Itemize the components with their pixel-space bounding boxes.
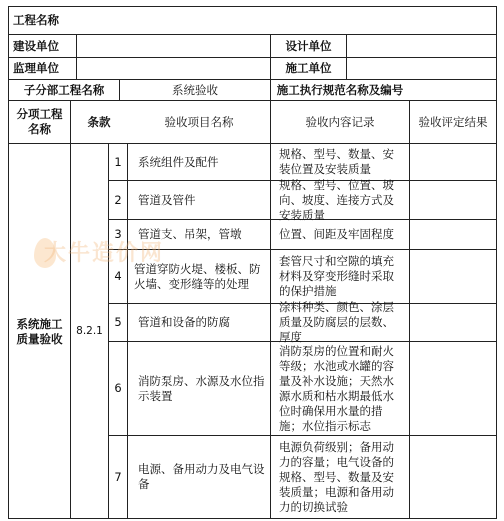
col-result: 验收评定结果 [418,114,488,129]
row-2-content: 规格、型号、位置、坡向、坡度、连接方式及安装质量 [279,177,394,222]
row-6-number: 6 [114,381,122,395]
design-unit-label: 设计单位 [285,38,332,53]
subdivision-label: 子分部工程名称 [23,82,105,97]
contractor-unit-label: 施工单位 [285,61,332,75]
group-clause: 8.2.1 [76,325,103,337]
row-6-item: 消防泵房、水源及水位指示装置 [138,373,265,403]
standard-label: 施工执行规范名称及编号 [276,82,404,97]
row-4-item: 管道穿防火堤、楼板、防火墙、变形缝等的处理 [134,261,261,291]
row-3-item: 管道支、吊架，管墩 [138,227,242,241]
col-item-name: 分项工程名称 [16,107,63,136]
row-5-number: 5 [114,315,122,329]
group-name: 系统施工质量验收 [16,316,63,346]
row-6-content: 消防泵房的位置和耐火等级；水池或水罐的容量及补水设施；天然水源水质和枯水期最低水位时确保用水量的措施；水位指示标志 [279,343,394,433]
row-4-number: 4 [114,269,122,283]
row-5-item: 管道和设备的防腐 [138,315,230,329]
row-4-content: 套管尺寸和空隙的填充材料及穿变形缝时采取的保护措施 [279,254,394,298]
row-1-number: 1 [114,154,122,169]
row-3-content: 位置、间距及牢固程度 [279,227,394,241]
row-1-content: 规格、型号、数量、安装位置及安装质量 [279,147,394,176]
system-acceptance-label: 系统验收 [172,82,218,97]
col-check-item: 验收项目名称 [164,114,234,129]
row-1-item: 系统组件及配件 [138,154,219,169]
row-2-item: 管道及管件 [138,192,196,207]
supervision-unit-label: 监理单位 [13,61,59,75]
row-3-number: 3 [114,227,122,241]
project-name-label: 工程名称 [13,13,59,27]
row-7-number: 7 [114,469,122,484]
row-7-content: 电源负荷级别；备用动力的容量；电气设备的规格、型号、数量及安装质量；电源和备用动力的切换试验 [279,439,394,514]
row-7-item: 电源、备用动力及电气设备 [138,462,265,491]
row-2-number: 2 [114,192,122,207]
construction-unit-label: 建设单位 [13,38,59,53]
watermark: 大牛造价网 [44,241,165,266]
col-clause: 条款 [87,114,111,129]
col-content: 验收内容记录 [305,114,375,129]
row-5-content: 涂料种类、颜色、涂层质量及防腐层的层数、厚度 [279,300,394,344]
